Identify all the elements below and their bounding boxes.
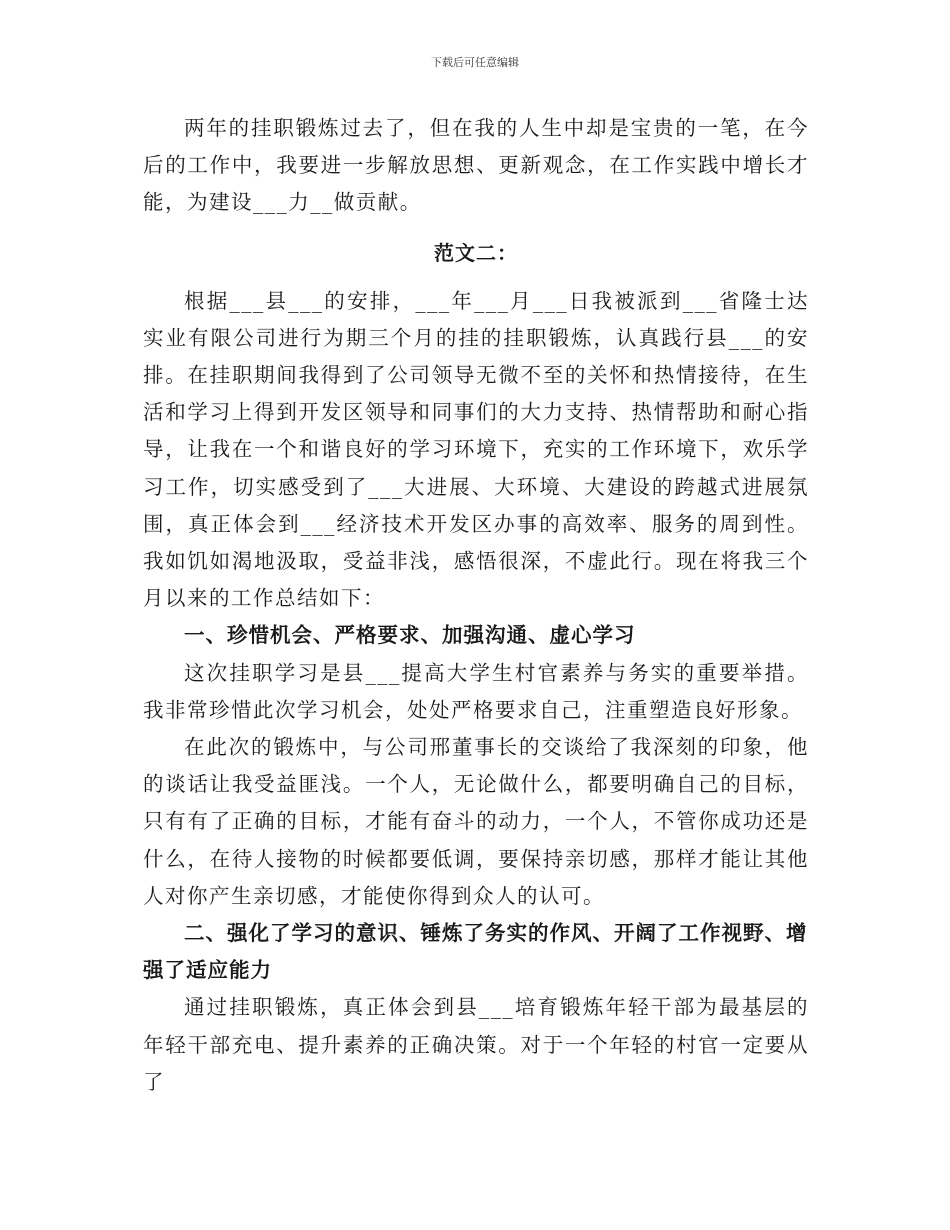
paragraph-opportunity: 这次挂职学习是县___提高大学生村官素养与务实的重要举措。我非常珍惜此次学习机会，处处严格要求自己，注重塑造良好形象。	[143, 660, 809, 722]
document-body	[143, 110, 809, 1101]
paragraph-training: 通过挂职锻炼，真正体会到县___培育锻炼年轻干部为最基层的年轻干部充电、提升素养的正确决策。对于一个年轻的村官一定要从了	[143, 995, 809, 1094]
paragraph-chairman-talk: 在此次的锻炼中，与公司邢董事长的交谈给了我深刻的印象，他的谈话让我受益匪浅。一个人，无论做什么，都要明确自己的目标，只有有了正确的目标，才能有奋斗的动力，一个人，不管你成功还是什么，在待人接物的时候都要低调，要保持亲切感，那样才能让其他人对你产生亲切感，才能使你得到众人的认可。	[143, 735, 809, 908]
page-header: 下载后可任意编辑	[431, 56, 519, 69]
heading-one: 一、珍惜机会、严格要求、加强沟通、虚心学习	[184, 623, 636, 648]
heading-two: 二、强化了学习的意识、锤炼了务实的作风、开阔了工作视野、增强了适应能力	[143, 921, 808, 983]
paragraph-intro: 根据___县___的安排，___年___月___日我被派到___省隆士达实业有限公司进行为期三个月的挂的挂职锻炼，认真践行县___的安排。在挂职期间我得到了公司领导无微不至的关怀和热情接待，在生活和学习上得到开发区领导和同事们的大力支持、热情帮助和耐心指导，让我在一个和谐良好的学习环境下，充实的工作环境下，欢乐学习工作，切实感受到了___大进展、大环境、大建设的跨越式进展氛围，真正体会到___经济技术开发区办事的高效率、服务的周到性。我如饥如渴地汲取，受益非浅，感悟很深，不虚此行。现在将我三个月以来的工作总结如下：	[143, 288, 809, 611]
paragraph-closing: 两年的挂职锻炼过去了，但在我的人生中却是宝贵的一笔，在今后的工作中，我要进一步解放思想、更新观念，在工作实践中增长才能，为建设___力__做贡献。	[143, 116, 809, 215]
section-title: 范文二：	[434, 240, 518, 265]
